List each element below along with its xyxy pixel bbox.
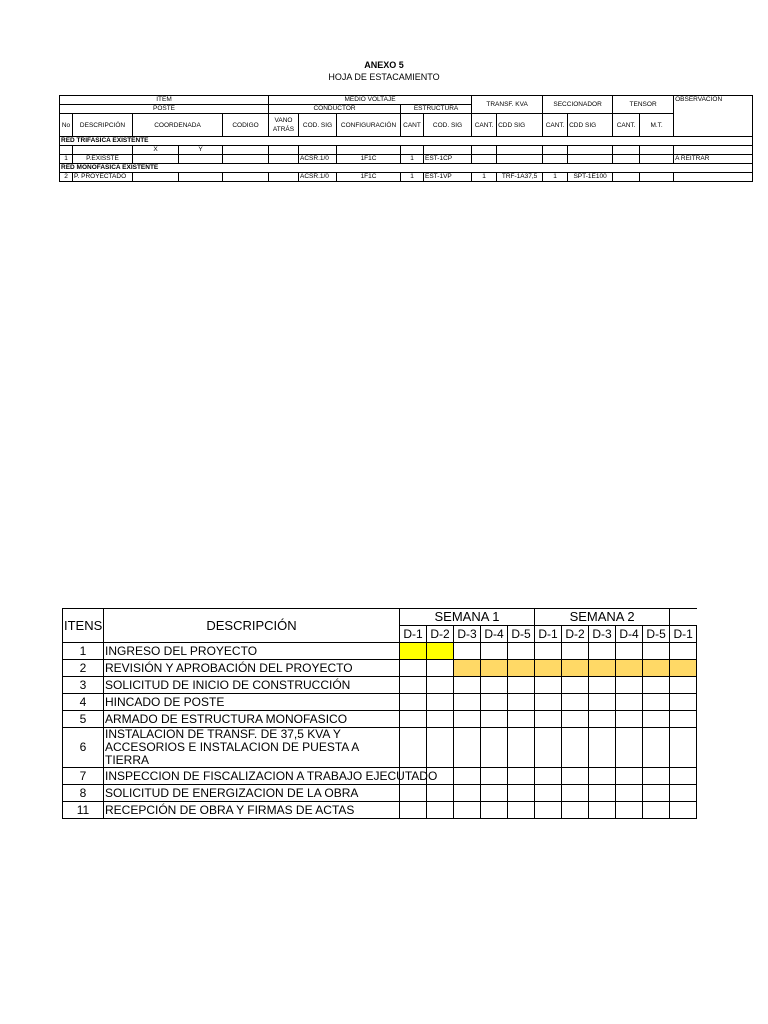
observacion-header: OBSERVACION: [674, 96, 753, 137]
item-number: 1: [63, 643, 104, 660]
day-header: D-5: [643, 626, 670, 643]
day-header: D-1: [670, 626, 697, 643]
estacamiento-table: [59, 95, 753, 182]
schedule-row: [63, 643, 697, 660]
col-cdd-sig-transf: CDD SIG: [497, 114, 543, 137]
schedule-row: [63, 785, 697, 802]
descripcion-header: DESCRIPCIÓN: [104, 609, 400, 643]
medio-voltaje-header: MEDIO VOLTAJE: [269, 96, 472, 105]
item-number: 3: [63, 677, 104, 694]
gantt-cell-active: [400, 643, 427, 660]
item-description: INGRESO DEL PROYECTO: [104, 643, 400, 660]
col-cant-transf: CANT.: [472, 114, 497, 137]
col-cod-sig: COD. SIG: [299, 114, 337, 137]
transf-header: TRANSF. KVA: [472, 96, 543, 114]
row-descripcion: P. PROYECTADO: [73, 173, 133, 182]
col-codigo: CODIGO: [223, 114, 269, 137]
day-header: D-3: [454, 626, 481, 643]
col-no: No: [60, 114, 73, 137]
item-number: 7: [63, 768, 104, 785]
col-coordenada: COORDENADA: [133, 114, 223, 137]
gantt-cell-active: [481, 660, 508, 677]
item-description: INSPECCION DE FISCALIZACION A TRABAJO EJECUTADO: [105, 769, 438, 783]
gantt-cell-active: [643, 660, 670, 677]
schedule-row: [63, 768, 697, 785]
col-cant-tensor: CANT.: [613, 114, 640, 137]
day-header: D-4: [616, 626, 643, 643]
row-no: 2: [60, 173, 73, 182]
row-transf: TRF-1A37,5: [497, 173, 543, 182]
row-cod-sig: ACSR.1/0: [299, 155, 337, 164]
seccionador-header: SECCIONADOR: [543, 96, 613, 114]
schedule-row: [63, 694, 697, 711]
schedule-row: [63, 660, 697, 677]
estructura-header: ESTRUCTURA: [401, 105, 472, 114]
gantt-cell-active: [562, 660, 589, 677]
item-description: REVISIÓN Y APROBACIÓN DEL PROYECTO: [104, 660, 400, 677]
gantt-cell-active: [616, 660, 643, 677]
col-cant-seccionador: CANT.: [543, 114, 568, 137]
row-configuracion: 1F1C: [337, 173, 401, 182]
col-cdd-sig-seccionador: CDD SIG: [568, 114, 613, 137]
item-number: 8: [63, 785, 104, 802]
row-no: 1: [60, 155, 73, 164]
semana-1-header: SEMANA 1: [400, 609, 535, 626]
day-header: D-4: [481, 626, 508, 643]
col-cod-sig-estructura: COD. SIG: [424, 114, 472, 137]
table-row: [60, 155, 753, 164]
gantt-cell-active: [670, 660, 697, 677]
item-description: ARMADO DE ESTRUCTURA MONOFASICO: [104, 711, 400, 728]
col-mt: M.T.: [640, 114, 674, 137]
document-title: ANEXO 5: [364, 60, 404, 70]
schedule-row: [63, 802, 697, 819]
poste-header: POSTE: [60, 105, 269, 114]
day-header: D-2: [562, 626, 589, 643]
row-cod-sig: ACSR.1/0: [299, 173, 337, 182]
row-cant: 1: [401, 155, 424, 164]
item-description: SOLICITUD DE INICIO DE CONSTRUCCIÓN: [104, 677, 400, 694]
day-header: D-2: [427, 626, 454, 643]
gantt-cell-active: [589, 660, 616, 677]
schedule-table: [62, 608, 697, 819]
item-description: HINCADO DE POSTE: [104, 694, 400, 711]
item-header: ITEM: [60, 96, 269, 105]
conductor-header: CONDUCTOR: [269, 105, 401, 114]
schedule-row: [63, 677, 697, 694]
col-descripcion: DESCRIPCIÓN: [73, 114, 133, 137]
schedule-row: [63, 728, 697, 768]
row-observacion: A REITRAR: [674, 155, 753, 164]
day-header: D-5: [508, 626, 535, 643]
item-number: 2: [63, 660, 104, 677]
col-vano: VANO ATRÁS: [269, 114, 299, 137]
row-cant: 1: [401, 173, 424, 182]
gantt-cell-active: [427, 643, 454, 660]
item-number: 6: [63, 728, 104, 768]
row-seccionador: SPT-1E100: [568, 173, 613, 182]
document-subtitle: HOJA DE ESTACAMIENTO: [328, 72, 440, 82]
row-cant-transf: 1: [472, 173, 497, 182]
item-number: 4: [63, 694, 104, 711]
row-cant-seccionador: 1: [543, 173, 568, 182]
gantt-cell-active: [535, 660, 562, 677]
row-descripcion: P.EXISSTE: [73, 155, 133, 164]
day-header: D-3: [589, 626, 616, 643]
section-red-trifasica: RED TRIFASICA EXISTENTE: [60, 137, 753, 146]
row-estructura: EST-1CP: [424, 155, 472, 164]
coord-x-label: X: [133, 146, 179, 155]
row-configuracion: 1F1C: [337, 155, 401, 164]
gantt-cell-active: [454, 660, 481, 677]
item-description: INSTALACION DE TRANSF. DE 37,5 KVA Y ACCESORIOS E INSTALACION DE PUESTA A TIERRA: [104, 728, 400, 768]
item-number: 11: [63, 802, 104, 819]
row-estructura: EST-1VP: [424, 173, 472, 182]
col-configuracion: CONFIGURACIÓN: [337, 114, 401, 137]
semana-2-header: SEMANA 2: [535, 609, 670, 626]
item-number: 5: [63, 711, 104, 728]
table-row: [60, 173, 753, 182]
item-description: RECEPCIÓN DE OBRA Y FIRMAS DE ACTAS: [104, 802, 400, 819]
day-header: D-1: [400, 626, 427, 643]
schedule-row: [63, 711, 697, 728]
gantt-cell-active: [508, 660, 535, 677]
section-red-monofasica: RED MONOFASICA EXISTENTE: [60, 164, 753, 173]
col-cant: CANT: [401, 114, 424, 137]
item-description: SOLICITUD DE ENERGIZACION DE LA OBRA: [104, 785, 400, 802]
itens-header: ITENS: [63, 609, 104, 643]
tensor-header: TENSOR: [613, 96, 674, 114]
coord-y-label: Y: [179, 146, 223, 155]
day-header: D-1: [535, 626, 562, 643]
